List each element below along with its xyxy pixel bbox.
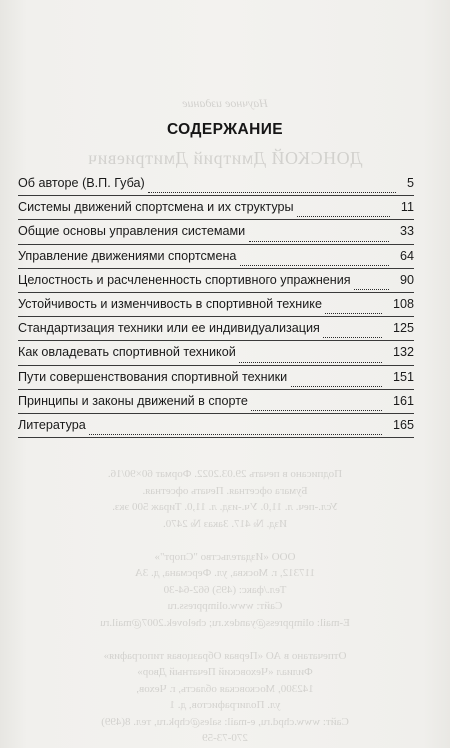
toc-entry-page-number: 33 [399,224,414,239]
show-through-imprint-line: Сайт: www.olimppress.ru [167,600,283,612]
row-divider [18,437,414,438]
toc-entry-page-number: 11 [400,200,414,215]
dot-leader [89,434,382,435]
toc-entry-title: Системы движений спортсмена и их структуры [18,200,294,215]
dot-leader [148,192,396,193]
toc-entry [18,196,414,220]
show-through-imprint-line: 270-73-59 [202,732,248,744]
toc-entry-page-number: 165 [392,417,414,432]
toc-entry-title: Принципы и законы движений в спорте [18,393,248,408]
dot-leader [239,362,382,363]
toc-entry-page-number: 108 [392,296,414,311]
show-through-imprint-line: Отпечатано в АО «Первая Образцовая типография» [103,649,347,662]
dot-leader [251,410,382,411]
toc-entry [18,245,414,269]
show-through-imprint-line: Сайт: www.chpd.ru, e-mail: sales@chpk.ru, тел. 8(499) [101,715,349,728]
dot-leader [325,313,382,314]
toc-entry [18,293,414,317]
toc-entry-page-number: 161 [392,393,414,408]
toc-entry-title: Литература [18,417,86,432]
toc-entry-title: Пути совершенствования спортивной техники [18,369,288,384]
show-through-imprint [0,466,450,747]
page-title: СОДЕРЖАНИЕ [166,121,284,138]
toc-entry [18,341,414,365]
toc-entry [18,366,414,390]
show-through-imprint-line: ул. Полиграфистов, д. 1 [169,699,281,711]
dot-leader [240,265,389,266]
toc-entry [18,390,414,414]
toc-entry-title: Общие основы управления системами [18,224,246,239]
show-through-line-2: ДОНСКОЙ Дмитрий Дмитриевич [87,148,363,168]
show-through-imprint-line: 117312, г. Москва, ул. Ферсмана, д. 3А [134,567,316,579]
toc-entry-title: Целостность и расчлененность спортивного упражнения [18,272,351,287]
dot-leader [291,386,382,387]
table-of-contents [18,172,414,438]
toc-entry [18,414,414,438]
dot-leader [323,337,382,338]
toc-entry-title: Об авторе (В.П. Губа) [18,176,145,190]
show-through-imprint-line [0,532,450,549]
toc-entry [18,220,414,244]
show-through-imprint-line: Бумага офсетная. Печать офсетная. [142,484,308,497]
show-through-imprint-line: Усл.-печ. л. 11,0. Уч.-изд. л. 11,0. Тираж 500 экз. [112,501,338,513]
toc-entry-title: Как овладевать спортивной техникой [18,345,236,360]
dot-leader [354,289,389,290]
show-through-imprint-line [0,631,450,648]
show-through-imprint-line: Подписано в печать 29.03.2022. Формат 60×90/16. [107,468,343,480]
toc-entry [18,269,414,293]
toc-entry [18,172,414,196]
toc-entry-page-number: 151 [392,369,414,384]
toc-entry-page-number: 90 [399,272,414,287]
show-through-line-1: Научное издание [182,96,268,110]
toc-entry-page-number: 125 [392,321,414,336]
toc-entry-page-number: 64 [399,248,414,263]
toc-entry-page-number: 132 [392,345,414,360]
toc-entry-title: Управление движениями спортсмена [18,248,237,263]
show-through-imprint-line: 142300, Московская область, г. Чехов, [136,682,314,695]
show-through-imprint-line: Тел./факс: (495) 662-64-30 [163,583,287,596]
dot-leader [297,216,390,217]
toc-entry [18,317,414,341]
toc-entry-title: Устойчивость и изменчивость в спортивной технике [18,296,322,311]
show-through-imprint-line: ООО «Издательство "Спорт"» [154,550,296,563]
toc-entry-page-number: 5 [406,176,414,190]
dot-leader [249,241,389,242]
show-through-imprint-line: E-mail: olimppress@yandex.ru; chelovek.2007@mail.ru [100,616,350,629]
show-through-imprint-line: Филиал «Чеховский Печатный Двор» [137,666,313,678]
toc-entry-title: Стандартизация техники или ее индивидуализация [18,321,320,336]
show-through-imprint-line: Изд. № 417. Заказ № 2470. [163,517,287,530]
